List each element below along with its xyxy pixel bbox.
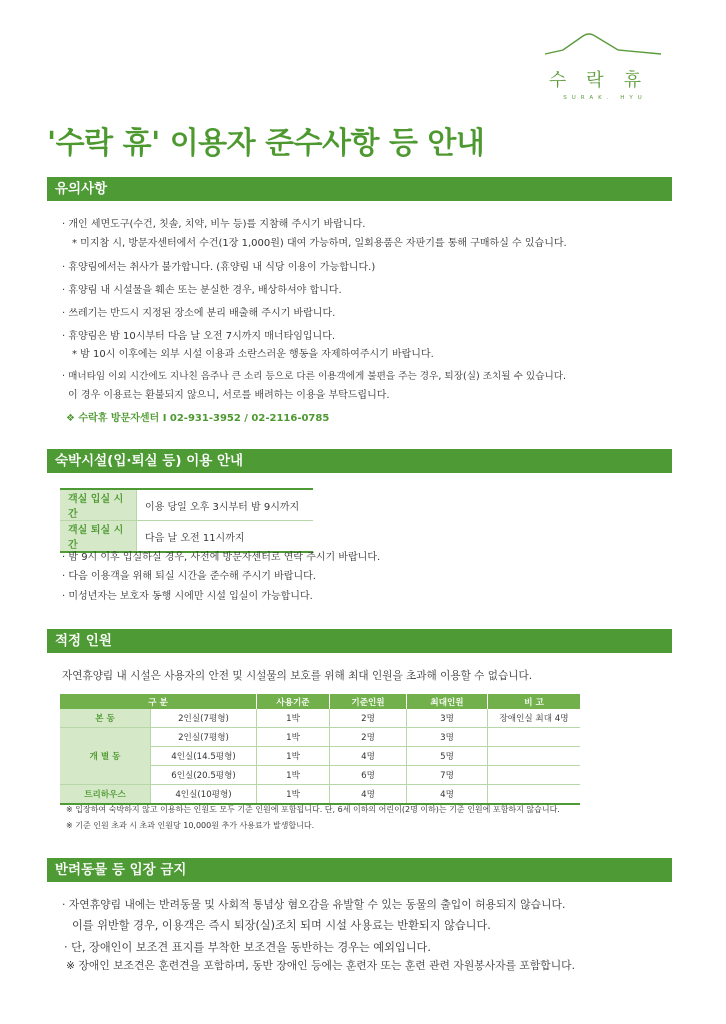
room-type: 2인실(7평형): [151, 728, 257, 747]
precaution-line: 이 경우 이용료는 환불되지 않으니, 서로를 배려하는 이용을 부탁드립니다.: [68, 390, 390, 401]
checkin-table: [60, 488, 313, 553]
precaution-note: * 미지참 시, 방문자센터에서 수건(1장 1,000원) 대여 가능하며, 일회용품은 자판기를 통해 구매하실 수 있습니다.: [72, 238, 567, 249]
room-type: 4인실(14.5평형): [151, 747, 257, 766]
precaution-line: · 휴양림 내 시설물을 훼손 또는 분실한 경우, 배상하셔야 합니다.: [62, 285, 342, 296]
logo-subtitle: SURAK. HYU: [563, 95, 647, 101]
capacity-intro: 자연휴양림 내 시설은 사용자의 안전 및 시설물의 보호를 위해 최대 인원을 초과해 이용할 수 없습니다.: [62, 670, 533, 682]
base-capacity: 4명: [330, 747, 407, 766]
base-capacity: 2명: [330, 709, 407, 728]
usage-standard: 1박: [257, 709, 330, 728]
pets-line: · 단, 장애인이 보조견 표지를 부착한 보조견을 동반하는 경우는 예외입니다.: [64, 941, 431, 954]
precaution-line: · 휴양림은 밤 10시부터 다음 날 오전 7시까지 매너타임입니다.: [62, 331, 336, 342]
checkout-label: 객실 퇴실 시간: [60, 521, 137, 553]
section-heading-checkin: 숙박시설(입·퇴실 등) 이용 안내: [47, 449, 672, 473]
column-header: 구 분: [60, 694, 257, 709]
checkin-line: · 다음 이용객을 위해 퇴실 시간을 준수해 주시기 바랍니다.: [62, 571, 316, 582]
checkin-label: 객실 입실 시간: [60, 489, 137, 521]
usage-standard: 1박: [257, 728, 330, 747]
section-heading-pets: 반려동물 등 입장 금지: [47, 858, 672, 882]
room-category: 개 별 동: [60, 728, 151, 785]
note: [488, 747, 581, 766]
mountain-icon: [543, 28, 663, 58]
room-type: 6인실(20.5평형): [151, 766, 257, 785]
pets-note: ※ 장애인 보조견은 훈련견을 포함하며, 동반 장애인 등에는 훈련자 또는 훈련 관련 자원봉사자를 포함합니다.: [66, 959, 576, 972]
logo-name: 수락휴: [548, 70, 662, 91]
max-capacity: 3명: [407, 728, 488, 747]
table-row: [60, 785, 580, 805]
column-header: 비 고: [488, 694, 581, 709]
note: [488, 785, 581, 805]
table-header-row: [60, 694, 580, 709]
max-capacity: 7명: [407, 766, 488, 785]
room-type: 2인실(7평형): [151, 709, 257, 728]
section-heading-precautions: 유의사항: [47, 177, 672, 201]
room-category: 트리하우스: [60, 785, 151, 805]
max-capacity: 3명: [407, 709, 488, 728]
checkin-line: · 미성년자는 보호자 동행 시에만 시설 입실이 가능합니다.: [62, 591, 313, 602]
precaution-note: * 밤 10시 이후에는 외부 시설 이용과 소란스러운 행동을 자제하여주시기 바랍니다.: [72, 349, 434, 360]
visitor-center-contact: ❖ 수락휴 방문자센터 I 02-931-3952 / 02-2116-0785: [66, 413, 330, 424]
base-capacity: 2명: [330, 728, 407, 747]
precaution-line: · 매너타임 이외 시간에도 지나친 음주나 큰 소리 등으로 다른 이용객에게 불편을 주는 경우, 퇴장(실) 조치될 수 있습니다.: [62, 371, 567, 382]
column-header: 사용기준: [257, 694, 330, 709]
precaution-line: · 쓰레기는 반드시 지정된 장소에 분리 배출해 주시기 바랍니다.: [62, 308, 336, 319]
precaution-line: · 휴양림에서는 취사가 불가합니다. (휴양림 내 식당 이용이 가능합니다.): [62, 262, 376, 273]
table-row: [60, 728, 580, 747]
max-capacity: 4명: [407, 785, 488, 805]
pets-line: · 자연휴양림 내에는 반려동물 및 사회적 통념상 혐오감을 유발할 수 있는 동물의 출입이 허용되지 않습니다.: [62, 898, 566, 911]
column-header: 최대인원: [407, 694, 488, 709]
note: 장애인실 최대 4명: [488, 709, 581, 728]
usage-standard: 1박: [257, 747, 330, 766]
base-capacity: 4명: [330, 785, 407, 805]
surak-hyu-logo: [543, 28, 663, 108]
room-type: 4인실(10평형): [151, 785, 257, 805]
column-header: 기준인원: [330, 694, 407, 709]
capacity-note: ※ 입장하여 숙박하지 않고 이용하는 인원도 모두 기준 인원에 포함됩니다. 단, 6세 이하의 어린이(2명 이하)는 기준 인원에 포함하지 않습니다.: [66, 805, 560, 814]
precaution-line: · 개인 세면도구(수건, 칫솔, 치약, 비누 등)를 지참해 주시기 바랍니다.: [62, 219, 366, 230]
table-row: [60, 489, 313, 521]
checkout-value: 다음 날 오전 11시까지: [137, 521, 314, 553]
section-heading-capacity: 적정 인원: [47, 629, 672, 653]
capacity-table: [60, 694, 580, 805]
usage-standard: 1박: [257, 766, 330, 785]
table-row: [60, 709, 580, 728]
usage-standard: 1박: [257, 785, 330, 805]
max-capacity: 5명: [407, 747, 488, 766]
note: [488, 766, 581, 785]
pets-line: 이를 위반할 경우, 이용객은 즉시 퇴장(실)조치 되며 시설 사용료는 반환되지 않습니다.: [72, 919, 491, 932]
base-capacity: 6명: [330, 766, 407, 785]
page-title: '수락 휴' 이용자 준수사항 등 안내: [47, 126, 485, 161]
checkin-line: · 밤 9시 이후 입실하실 경우, 사전에 방문자센터로 연락 주시기 바랍니다.: [62, 552, 381, 563]
note: [488, 728, 581, 747]
capacity-note: ※ 기준 인원 초과 시 초과 인원당 10,000원 추가 사용료가 발생합니다.: [66, 821, 315, 830]
checkin-value: 이용 당일 오후 3시부터 밤 9시까지: [137, 489, 314, 521]
room-category: 본 동: [60, 709, 151, 728]
